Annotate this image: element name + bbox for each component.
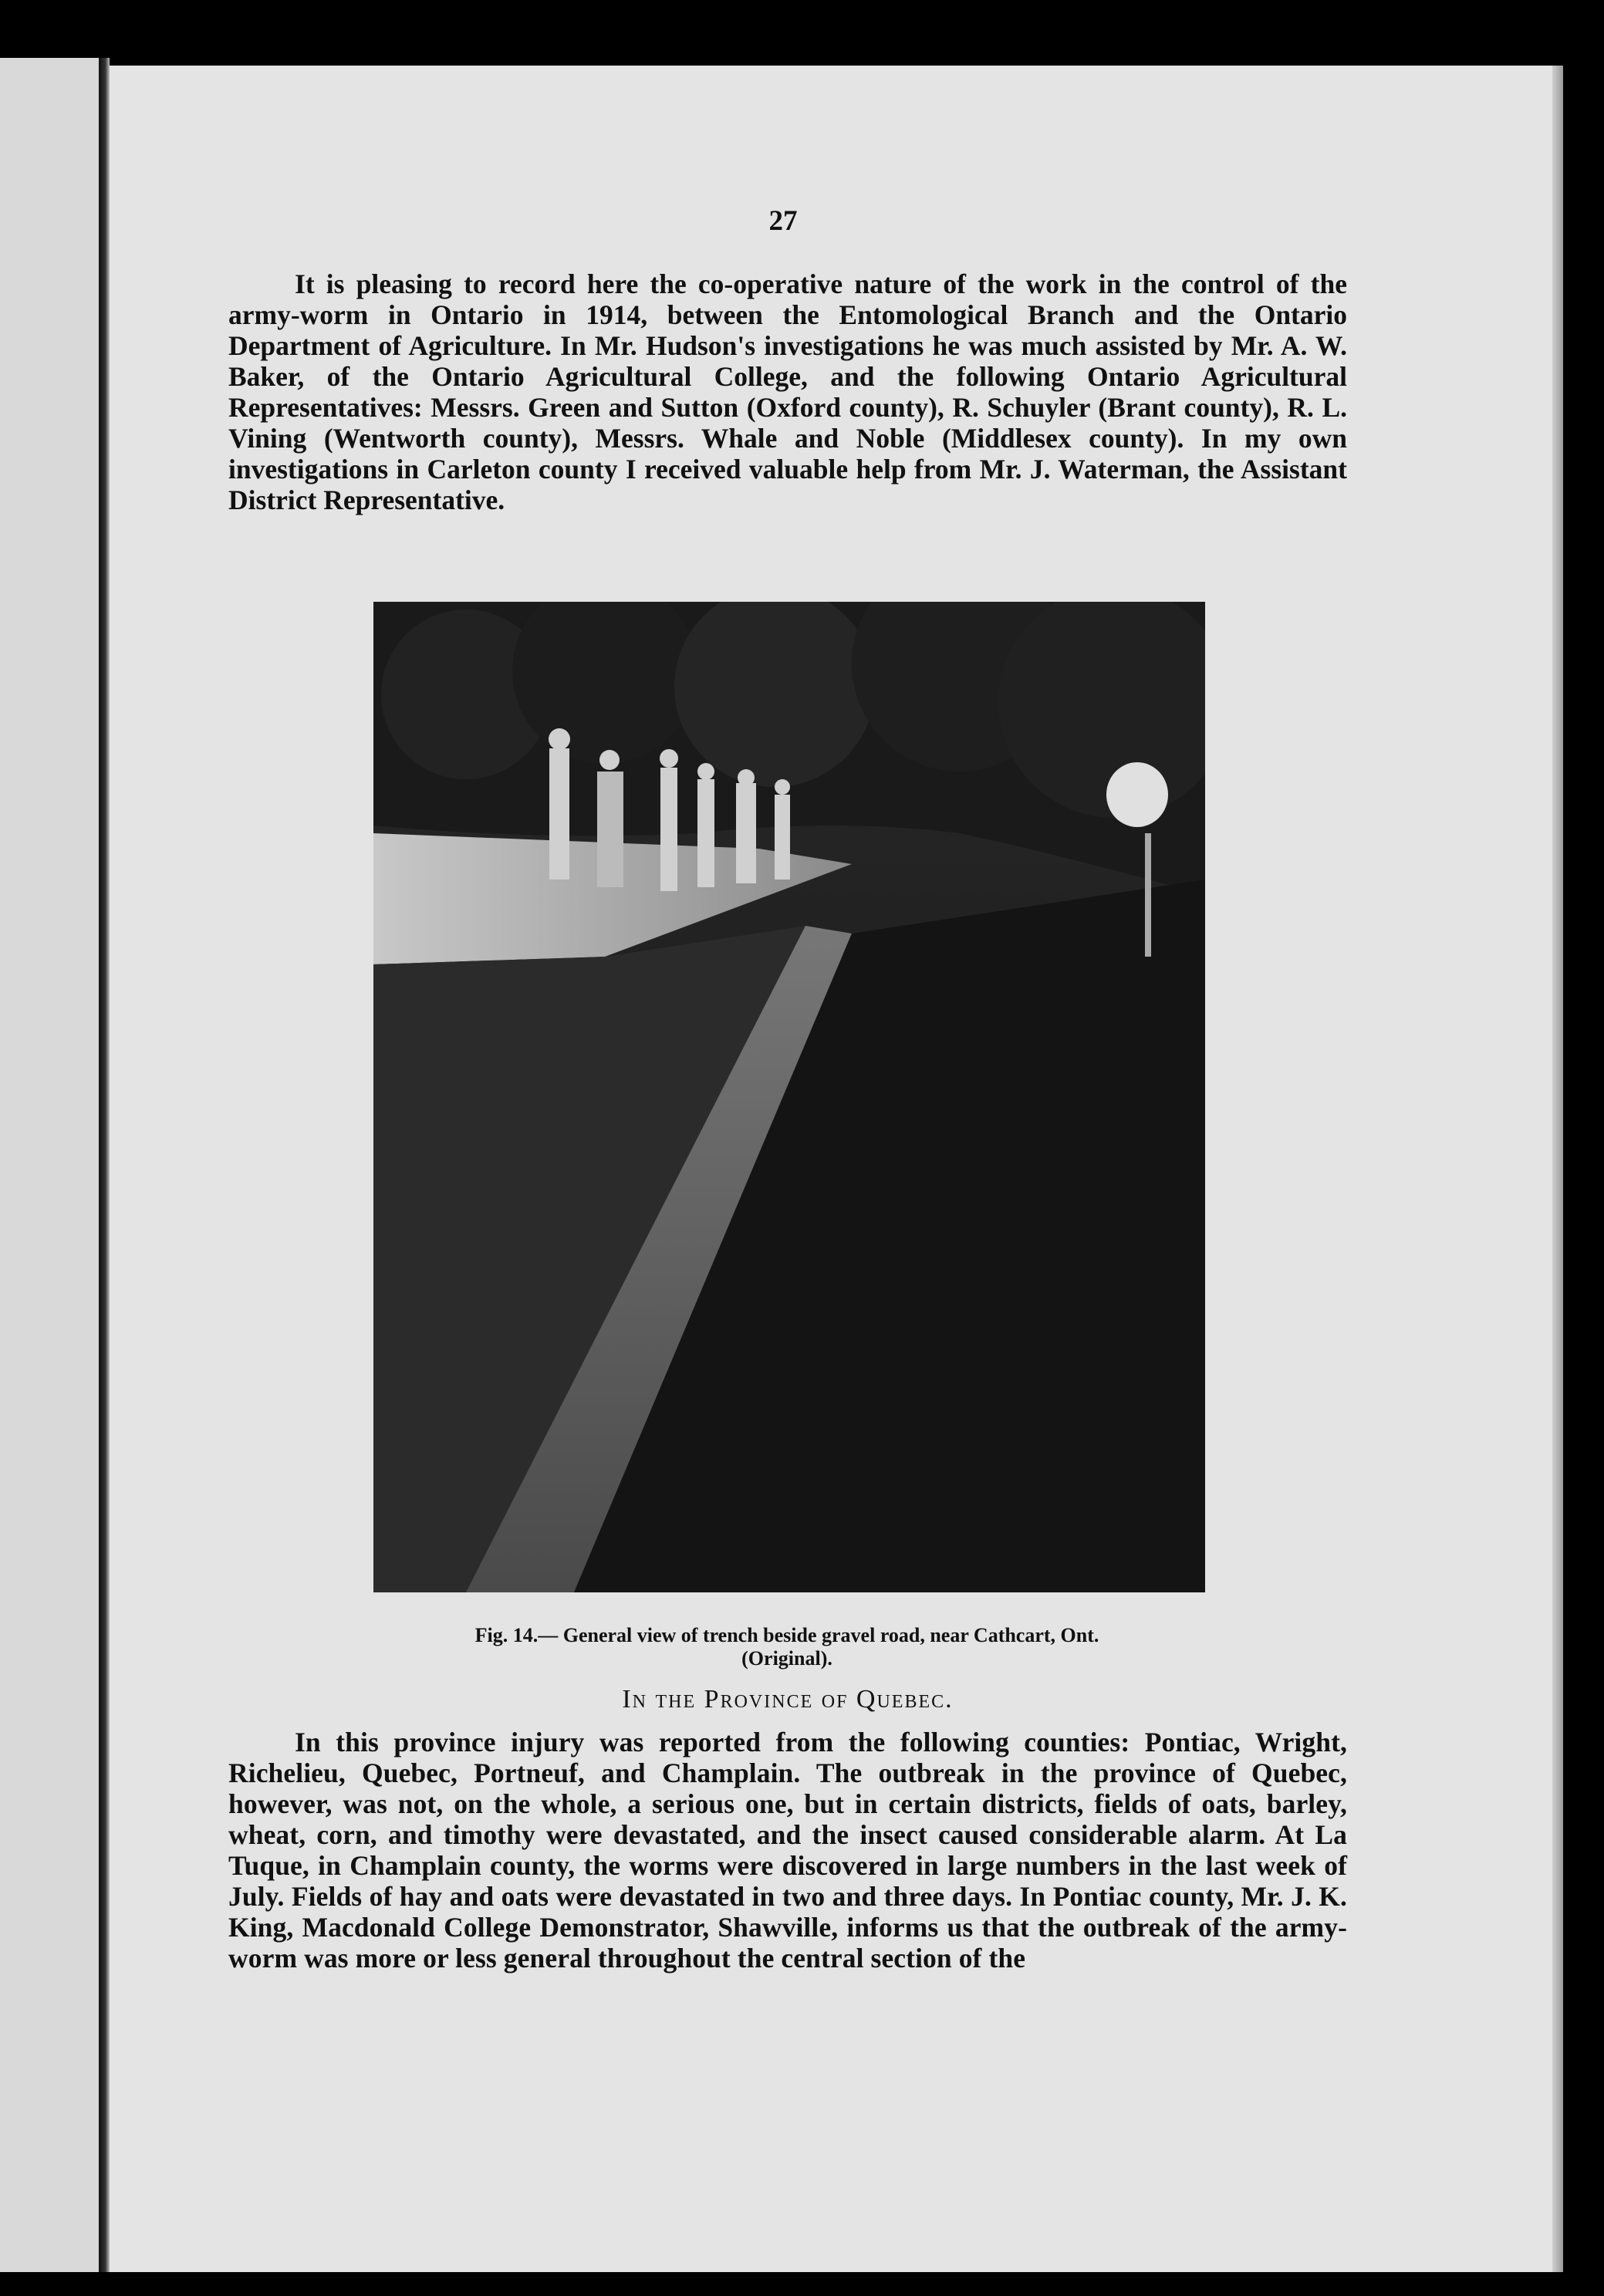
figure-caption — [363, 1624, 1211, 1670]
paragraph-cooperation: It is pleasing to record here the co-operative nature of the work in the control of the army-worm in Ontario in 1914, between the Entomological Branch and the Ontario Department of Agriculture. In Mr. Hudson's investigations he was much assisted by Mr. A. W. Baker, of the Ontario Agricultural College, and the following Ontario Agricultural Representatives: Messrs. Green and Sutton (Oxford county), R. Schuyler (Brant county), R. L. Vining (Wentworth county), Messrs. Whale and Noble (Middlesex county). In my own investigations in Carleton county I received valuable help from Mr. J. Waterman, the Assistant District Representative. — [228, 268, 1347, 515]
paragraph-quebec: In this province injury was reported from the following counties: Pontiac, Wright, Richelieu, Quebec, Portneuf, and Champlain. The outbreak in the province of Quebec, however, was not, on the whole, a serious one, but in certain districts, fields of oats, barley, wheat, corn, and timothy were devastated, and the insect caused considerable alarm. At La Tuque, in Champlain county, the worms were discovered in large numbers in the last week of July. Fields of hay and oats were devastated in two and three days. In Pontiac county, Mr. J. K. King, Macdonald College Demonstrator, Shawville, informs us that the outbreak of the army-worm was more or less general throughout the central section of the — [228, 1727, 1347, 1974]
page-number: 27 — [768, 205, 798, 237]
section-heading-quebec: In the Province of Quebec. — [622, 1685, 954, 1714]
page-edge — [1552, 66, 1563, 2272]
book-gutter — [99, 58, 110, 2272]
trench-photo-illustration — [373, 602, 1205, 1592]
left-page-margin — [0, 58, 99, 2272]
figure-caption-line-2: (Original). — [741, 1647, 832, 1670]
figure-caption-line-1: Fig. 14.— General view of trench beside gravel road, near Cathcart, Ont. — [474, 1624, 1099, 1646]
figure-photo-trench — [373, 602, 1205, 1592]
